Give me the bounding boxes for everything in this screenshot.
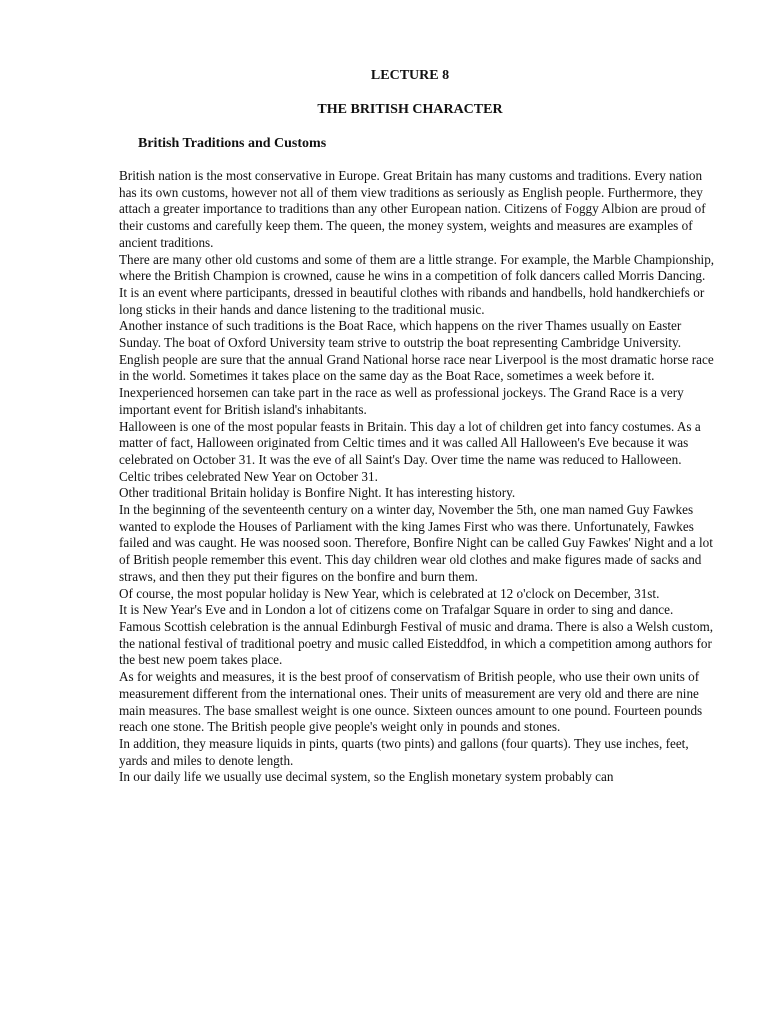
paragraph-3: Another instance of such traditions is the Boat Race, which happens on the river Thames usually on Easter Sunday. The boat of Oxford University team strive to outstrip the boat representing Cambridge University. (119, 318, 682, 351)
lecture-number: LECTURE 8 (370, 68, 450, 83)
paragraph-1: British nation is the most conservative in Europe. Great Britain has many customs and traditions. Every nation has its own customs, however not all of them view traditions as seriously as English people. Furthermore, they attach a greater importance to traditions than any other European nation. Citizens of Foggy Albion are proud of their customs and carefully keep them. The queen, the money system, weights and measures are examples of ancient traditions. (119, 168, 706, 250)
paragraph-8: Of course, the most popular holiday is New Year, which is celebrated at 12 o'clock on December, 31st. (119, 585, 660, 601)
paragraph-10: Famous Scottish celebration is the annual Edinburgh Festival of music and drama. There is also a Welsh custom, the national festival of traditional poetry and music called Eisteddfod, in which a competition among authors for the best new poem takes place. (119, 618, 714, 668)
paragraph-4: English people are sure that the annual Grand National horse race near Liverpool is the most dramatic horse race in the world. Sometimes it takes place on the same day as the Boat Race, sometimes a week before it. Inexperienced horsemen can take part in the race as well as professional jockeys. The Grand Race is a very important event for British island's inhabitants. (119, 351, 714, 417)
paragraph-9: It is New Year's Eve and in London a lot of citizens come on Trafalgar Square in order to sing and dance. (119, 602, 674, 618)
paragraph-11: As for weights and measures, it is the best proof of conservatism of British people, who use their own units of measurement different from the international ones. Their units of measurement are very old and there are nine main measures. The base smallest weight is one ounce. Sixteen ounces amount to one pound. Fourteen pounds reach one stone. The British people give people's weight only in pounds and stones. (119, 669, 703, 735)
paragraph-5: Halloween is one of the most popular feasts in Britain. This day a lot of children get into fancy costumes. As a matter of fact, Halloween originated from Celtic times and it was called All Halloween's Eve because it was celebrated on October 31. It was the eve of all Saint's Day. Over time the name was reduced to Halloween. Celtic tribes celebrated New Year on October 31. (119, 418, 701, 484)
body-text (119, 168, 715, 786)
paragraph-7: In the beginning of the seventeenth century on a winter day, November the 5th, one man named Guy Fawkes wanted to explode the Houses of Parliament with the king James First who was there. Unfortunately, Fawkes failed and was caught. He was noosed soon. Therefore, Bonfire Night can be called Guy Fawkes' Night and a lot of British people remember this event. This day children wear old clothes and make figures made of sacks and straws, and then they put their figures on the bonfire and burn them. (119, 502, 713, 584)
section-heading: British Traditions and Customs (138, 136, 327, 151)
page-title: THE BRITISH CHARACTER (317, 102, 503, 117)
paragraph-2: There are many other old customs and some of them are a little strange. For example, the Marble Championship, where the British Champion is crowned, cause he wins in a competition of folk dancers called Morris Dancing. It is an event where participants, dressed in beautiful clothes with ribands and handbells, hold handkerchiefs or long sticks in their hands and dance listening to the traditional music. (119, 251, 715, 317)
paragraph-13: In our daily life we usually use decimal system, so the English monetary system probably can (119, 769, 614, 785)
paragraph-6: Other traditional Britain holiday is Bonfire Night. It has interesting history. (119, 485, 516, 501)
paragraph-12: In addition, they measure liquids in pints, quarts (two pints) and gallons (four quarts). They use inches, feet, yards and miles to denote length. (119, 735, 689, 768)
